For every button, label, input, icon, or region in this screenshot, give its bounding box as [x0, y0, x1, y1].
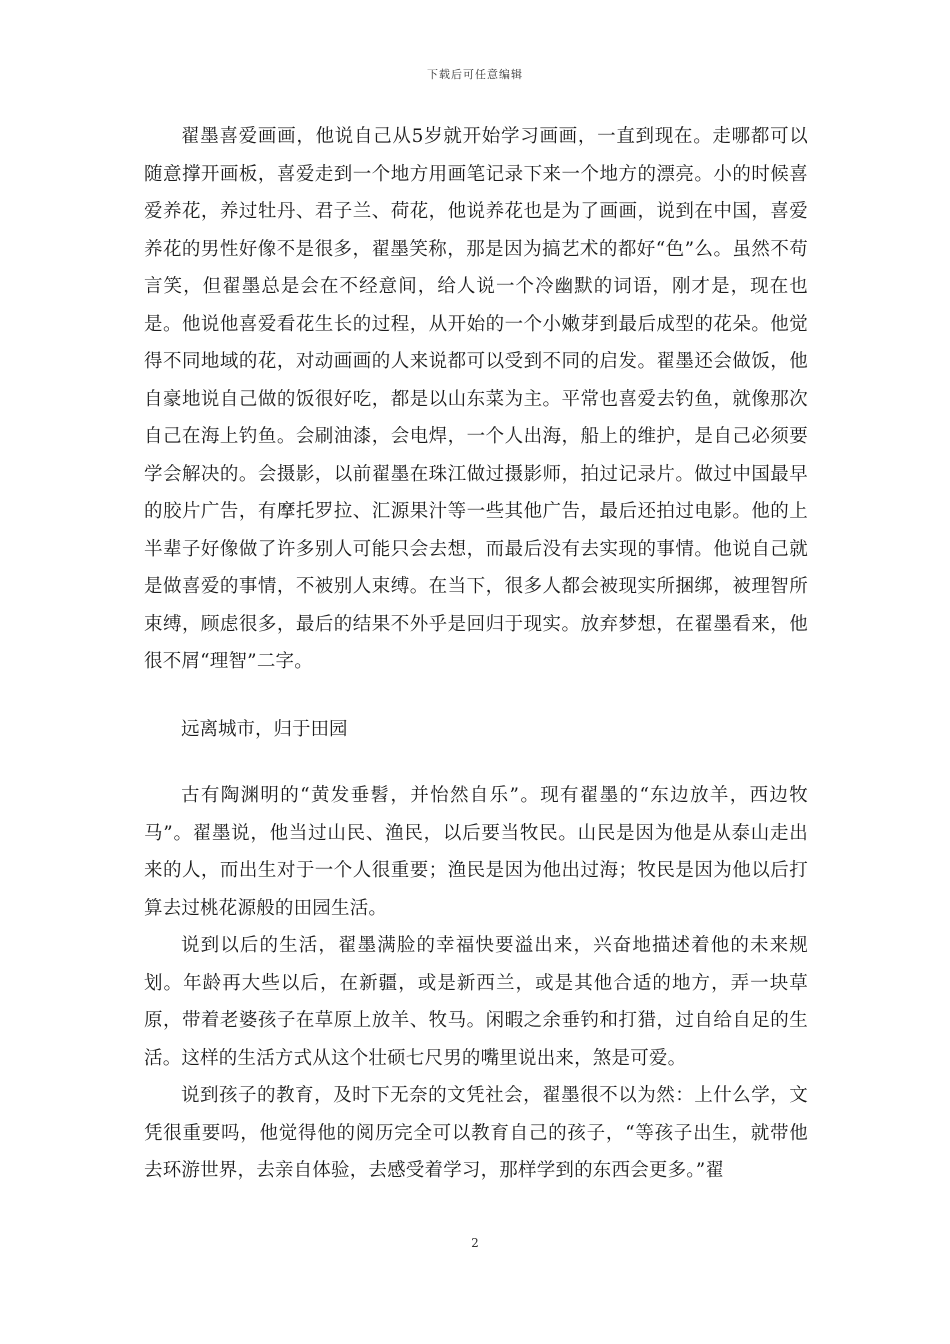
page-header: 下载后可任意编辑 [427, 68, 523, 81]
section-heading: 远离城市，归于田园 [181, 718, 348, 740]
paragraph-education: 说到孩子的教育，及时下无奈的文凭社会，翟墨很不以为然：上什么学，文凭很重要吗，他觉得他的阅历完全可以教育自己的孩子，“等孩子出生，就带他去环游世界，去亲自体验，去感受着学习，那样学到的东西会更多。”翟 [144, 1085, 808, 1181]
paragraph-pastoral: 古有陶渊明的“黄发垂髫，并怡然自乐”。现有翟墨的“东边放羊，西边牧马”。翟墨说，他当过山民、渔民，以后要当牧民。山民是因为他是从泰山走出来的人，而出生对于一个人很重要；渔民是因为他出过海；牧民是因为他以后打算去过桃花源般的田园生活。 [144, 785, 808, 919]
paragraph-future-life: 说到以后的生活，翟墨满脸的幸福快要溢出来，兴奋地描述着他的未来规划。年龄再大些以后，在新疆，或是新西兰，或是其他合适的地方，弄一块草原，带着老婆孩子在草原上放羊、牧马。闲暇之余垂钓和打猎，过自给自足的生活。这样的生活方式从这个壮硕七尺男的嘴里说出来，煞是可爱。 [144, 935, 808, 1069]
paragraph-hobbies: 翟墨喜爱画画，他说自己从5岁就开始学习画画，一直到现在。走哪都可以随意撑开画板，喜爱走到一个地方用画笔记录下来一个地方的漂亮。小的时候喜爱养花，养过牡丹、君子兰、荷花，他说养花也是为了画画，说到在中国，喜爱养花的男性好像不是很多，翟墨笑称，那是因为搞艺术的都好“色”么。虽然不苟言笑，但翟墨总是会在不经意间，给人说一个冷幽默的词语，刚才是，现在也是。他说他喜爱看花生长的过程，从开始的一个小嫩芽到最后成型的花朵。他觉得不同地域的花，对动画画的人来说都可以受到不同的启发。翟墨还会做饭，他自豪地说自己做的饭很好吃，都是以山东菜为主。平常也喜爱去钓鱼，就像那次自己在海上钓鱼。会刷油漆，会电焊，一个人出海，船上的维护，是自己必须要学会解决的。会摄影，以前翟墨在珠江做过摄影师，拍过记录片。做过中国最早的胶片广告，有摩托罗拉、汇源果汁等一些其他广告，最后还拍过电影。他的上半辈子好像做了许多别人可能只会去想，而最后没有去实现的事情。他说自己就是做喜爱的事情，不被别人束缚。在当下，很多人都会被现实所捆绑，被理智所束缚，顾虑很多，最后的结果不外乎是回归于现实。放弃梦想，在翟墨看来，他很不屑“理智”二字。 [144, 126, 808, 672]
spacer [144, 748, 808, 777]
spacer [144, 681, 808, 711]
document-body [144, 118, 808, 1190]
page-number: 2 [471, 1236, 479, 1250]
